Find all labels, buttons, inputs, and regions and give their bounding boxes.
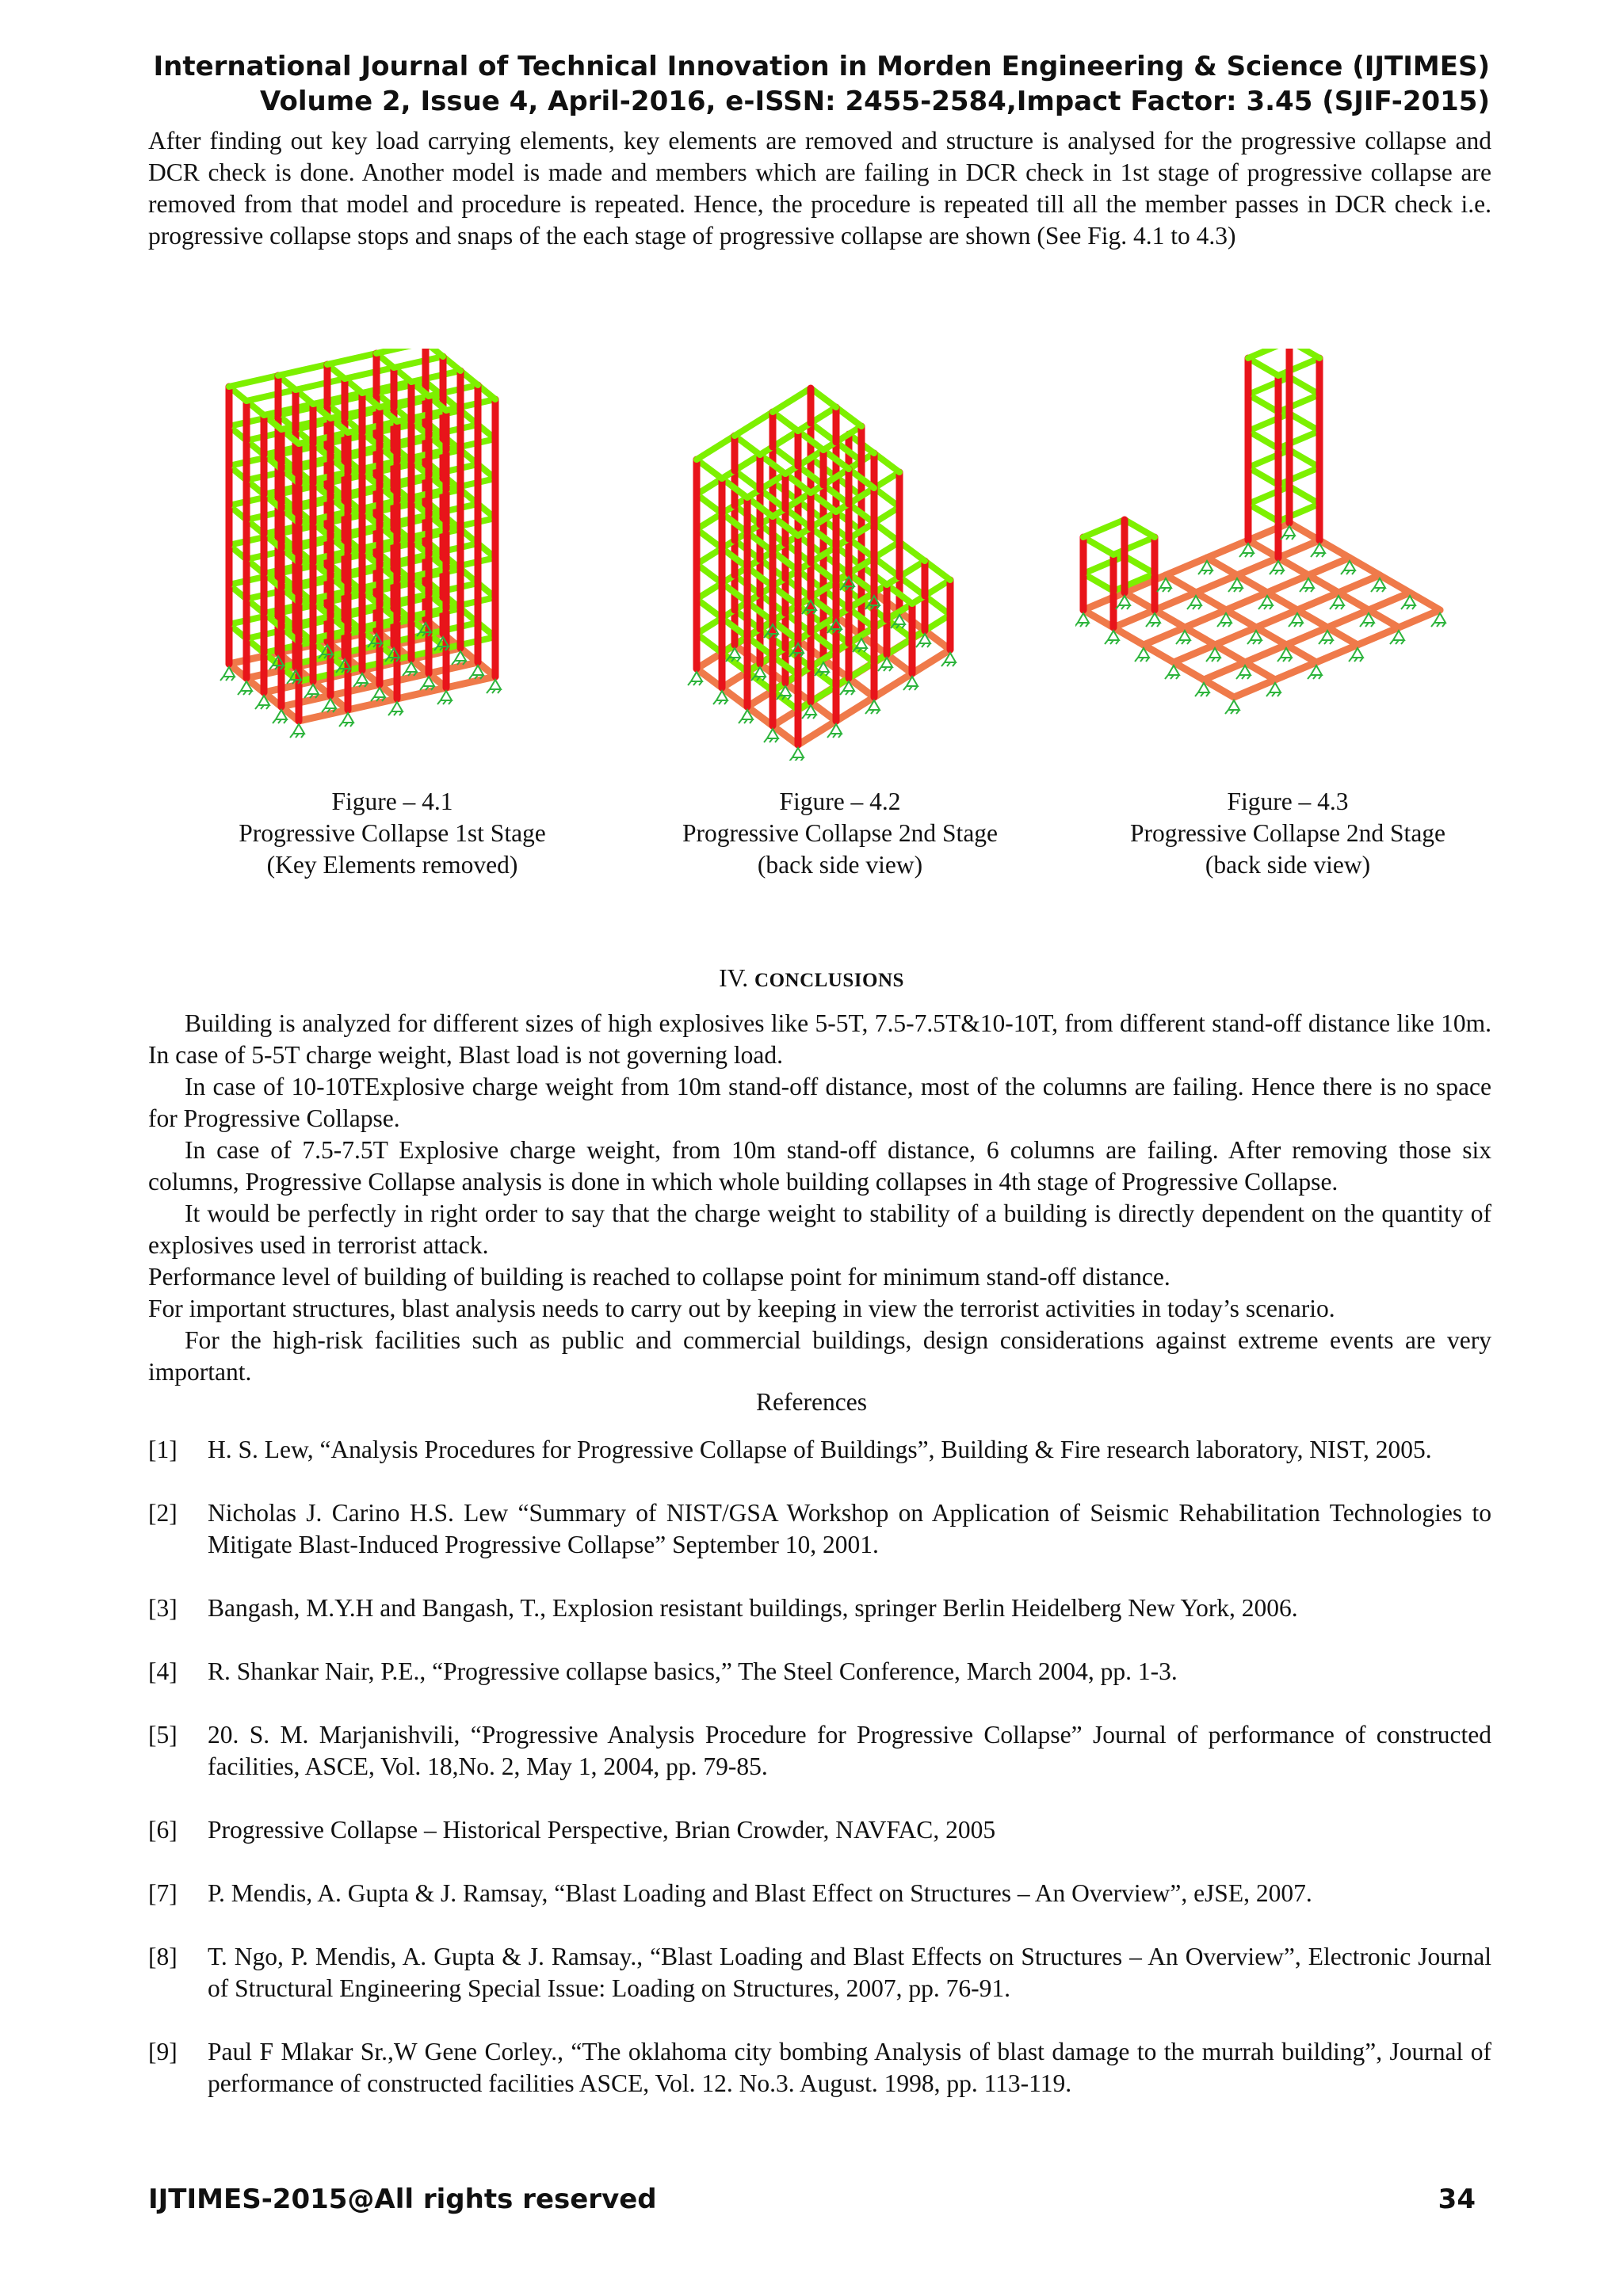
conclusion-paragraph: Building is analyzed for different sizes of high explosives like 5-5T, 7.5-7.5T&10-10T, from different stand-off distance like 10m. In case of 5-5T charge weight, Blast load is not governing load. [148,1009,1491,1069]
reference-text: H. S. Lew, “Analysis Procedures for Progressive Collapse of Buildings”, Building & Fire research laboratory, NIST, 2005. [208,1436,1432,1463]
reference-list [148,1434,1491,2131]
plinth-beam [1267,575,1308,593]
floor-beam [899,577,925,596]
plinth-beam [1248,523,1289,540]
figure-4-1-image [180,349,592,761]
floor-beam [1248,431,1278,448]
support-icon [437,691,452,704]
reference-text: 20. S. M. Marjanishvili, “Progressive Analysis Procedure for Progressive Collapse” Journal of performance of constructed facilities, ASCE, Vol. 18,No. 2, May 1, 2004, pp. 79-85. [208,1721,1491,1780]
floor-beam [697,436,735,460]
floor-beam [1083,520,1125,537]
figure-label: Figure – 4.3 [1227,788,1349,815]
plinth-beam [1196,575,1237,593]
floor-beam [1278,395,1319,412]
reference-item [148,1592,1491,1624]
section-title-first: C [754,970,769,991]
plinth-beam [1144,627,1185,645]
floor-beam [1248,450,1289,467]
floor-beam [811,388,836,407]
plinth-beam [1338,575,1380,593]
reference-number: [9] [148,2038,178,2065]
reference-item [148,1656,1491,1688]
figure-4-3-image [1075,349,1487,761]
reference-item [148,1434,1491,1466]
floor-beam [836,407,861,426]
floor-beam [246,390,296,401]
floor-beam [899,542,925,561]
reference-item [148,2036,1491,2100]
figure-4-3-caption [1082,786,1494,881]
reference-text: Paul F Mlakar Sr.,W Gene Corley., “The oklahoma city bombing Analysis of blast damage to the murrah building”, Journal of performance of constructed facilities ASCE, Vol. 12. No.3. August. 1998, pp. 113-119. [208,2038,1491,2097]
floor-beam [1248,486,1289,504]
floor-beam [874,558,899,577]
reference-text: Nicholas J. Carino H.S. Lew “Summary of NIST/GSA Workshop on Application of Seismic Rehabilitation Technologies to Mitigate Blast-Induced Progressive Collapse” September 10, 2001. [208,1499,1491,1558]
reference-text: P. Mendis, A. Gupta & J. Ramsay, “Blast Loading and Blast Effect on Structures – An Overview”, eJSE, 2007. [208,1879,1312,1907]
reference-text: T. Ngo, P. Mendis, A. Gupta & J. Ramsay., “Blast Loading and Blast Effects on Structures – An Overview”, Electronic Journal of Structural Engineering Special Issue: Loading on Structures, 2007, pp. 76-91. [208,1943,1491,2002]
floor-beam [925,561,950,580]
figure-title: Progressive Collapse 2nd Stage [682,819,999,847]
plinth-beam [1226,593,1267,610]
figure-title: Progressive Collapse 1st Stage [239,819,546,847]
support-icon [487,680,501,693]
reference-item [148,1878,1491,1909]
plinth-beam [1399,610,1440,627]
floor-beam [1289,349,1319,358]
floor-beam [697,599,722,618]
plinth-beam [1316,645,1358,662]
floor-beam [1248,358,1278,376]
reference-number: [8] [148,1943,178,1970]
reference-item [148,1497,1491,1561]
page-footer [148,2183,1476,2215]
journal-issue-info: Volume 2, Issue 4, April-2016, e-ISSN: 2455-2584,Impact Factor: 3.45 (SJIF-2015) [260,86,1490,117]
floor-beam [1289,450,1319,467]
floor-beam [296,379,345,390]
floor-beam [278,364,327,376]
plinth-beam [1234,680,1275,697]
reference-item [148,1719,1491,1783]
figure-4-1-caption [186,786,598,881]
floor-beam [1125,556,1155,574]
conclusion-paragraph: For the high-risk facilities such as public and commercial buildings, design considerations against extreme events are very important. [148,1326,1491,1386]
conclusions-body [148,1008,1491,1388]
floor-beam [925,596,950,615]
plinth-beam [1308,558,1350,575]
support-icon [339,713,353,727]
plinth-beam [1297,593,1338,610]
reference-number: [6] [148,1816,178,1844]
plinth-beam [1245,645,1286,662]
section-title-rest: ONCLUSIONS [769,970,904,991]
plinth-beam [1185,610,1226,627]
section-number: IV. [719,964,749,992]
footer-copyright: IJTIMES-2015@All rights reserved [148,2183,657,2215]
floor-beam [394,357,443,368]
floor-beam [1113,537,1155,555]
conclusion-paragraph: For important structures, blast analysis needs to carry out by keeping in view the terrorist activities in today’s scenario. [148,1295,1335,1322]
floor-beam [1248,377,1289,395]
floor-beam [697,460,722,479]
floor-beam [735,436,760,455]
plinth-beam [1174,645,1215,662]
plinth-beam [1155,593,1196,610]
plinth-beam [1207,540,1248,558]
references-heading: References [756,1388,867,1416]
figure-title: Progressive Collapse 2nd Stage [1129,819,1446,847]
floor-beam [327,353,376,364]
conclusion-paragraph: Performance level of building of building is reached to collapse point for minimum stand-off distance. [148,1263,1170,1291]
figure-note: (back side view) [1205,851,1371,879]
support-icon [1225,700,1239,714]
reference-text: Bangash, M.Y.H and Bangash, T., Explosion resistant buildings, springer Berlin Heidelberg New York, 2006. [208,1594,1298,1622]
reference-number: [1] [148,1436,178,1463]
conclusion-paragraph: In case of 7.5-7.5T Explosive charge weight, from 10m stand-off distance, 6 columns are failing. After removing those six columns, Progressive Collapse analysis is done in which whole building collapses in 4th stage of Progressive Collapse. [148,1136,1491,1196]
page-number: 34 [1438,2183,1476,2215]
support-icon [290,724,304,738]
plinth-beam [1256,610,1297,627]
floor-beam [1278,467,1319,485]
floor-beam [697,564,722,583]
plinth-beam [1166,558,1207,575]
floor-beam [1083,574,1113,591]
floor-beam [1289,486,1319,504]
plinth-beam [1369,593,1410,610]
reference-text: R. Shankar Nair, P.E., “Progressive collapse basics,” The Steel Conference, March 2004, pp. 1-3. [208,1657,1178,1685]
floor-beam [697,634,722,653]
reference-number: [2] [148,1499,178,1527]
intro-paragraph: After finding out key load carrying elements, key elements are removed and structure is analysed for the progressive collapse and DCR check is done. Another model is made and members which are failing in DCR check in 1st stage of progressive collapse are removed from that model and procedure is repeated. Hence, the procedure is repeated till all the member passes in DCR check i.e. progressive collapse stops and snaps of the each stage of progressive collapse are shown (See Fig. 4.1 to 4.3) [148,127,1491,250]
floor-beam [1248,467,1278,485]
floor-beam [1083,537,1113,555]
floor-beam [1248,414,1289,431]
reference-item [148,1814,1491,1846]
support-icon [388,702,403,715]
figure-4-2-image [624,349,1036,761]
figure-4-2-caption [634,786,1046,881]
plinth-beam [1215,627,1256,645]
floor-beam [773,447,798,466]
plinth-beam [1275,662,1316,680]
floor-beam [874,488,899,507]
plinth-beam [1286,627,1327,645]
journal-title: International Journal of Technical Innovation in Morden Engineering & Science (IJTIMES) [153,51,1490,82]
floor-beam [697,494,722,513]
floor-beam [773,412,798,431]
reference-text: Progressive Collapse – Historical Perspective, Brian Crowder, NAVFAC, 2005 [208,1816,996,1844]
floor-beam [411,371,460,382]
section-heading [0,964,1623,993]
plinth-beam [1204,662,1245,680]
support-icon [789,748,804,761]
floor-beam [735,412,773,436]
figure-label: Figure – 4.2 [779,788,901,815]
floor-beam [811,423,836,442]
reference-item [148,1941,1491,2004]
plinth-beam [1327,610,1369,627]
plinth-beam [1113,610,1155,627]
floor-beam [1248,395,1278,412]
floor-beam [1278,431,1319,448]
floor-beam [874,523,899,542]
floor-beam [345,368,394,379]
floor-beam [229,376,278,387]
conclusion-paragraph: It would be perfectly in right order to say that the charge weight to stability of a building is directly dependent on the quantity of explosives used in terrorist attack. [148,1199,1491,1259]
floor-beam [697,529,722,548]
floor-beam [376,349,426,353]
floor-beam [1289,377,1319,395]
figure-note: (Key Elements removed) [266,851,518,879]
floor-beam [874,453,899,472]
plinth-beam [1358,627,1399,645]
floor-beam [1125,520,1155,537]
figure-row [148,349,1491,761]
conclusion-paragraph: In case of 10-10TExplosive charge weight from 10m stand-off distance, most of the columns are failing. Hence there is no space for Progressive Collapse. [148,1073,1491,1132]
plinth-beam [1237,558,1278,575]
floor-beam [1083,556,1125,574]
plinth-beam [1083,593,1125,610]
floor-beam [1289,414,1319,431]
floor-beam [735,471,760,490]
floor-beam [1248,349,1289,358]
reference-number: [7] [148,1879,178,1907]
floor-beam [1278,504,1319,521]
floor-beam [1248,504,1278,521]
figure-label: Figure – 4.1 [331,788,453,815]
floor-beam [1278,358,1319,376]
reference-number: [4] [148,1657,178,1685]
plinth-beam [1278,540,1319,558]
reference-number: [3] [148,1594,178,1622]
floor-beam [773,388,811,412]
reference-number: [5] [148,1721,178,1749]
figure-note: (back side view) [757,851,923,879]
